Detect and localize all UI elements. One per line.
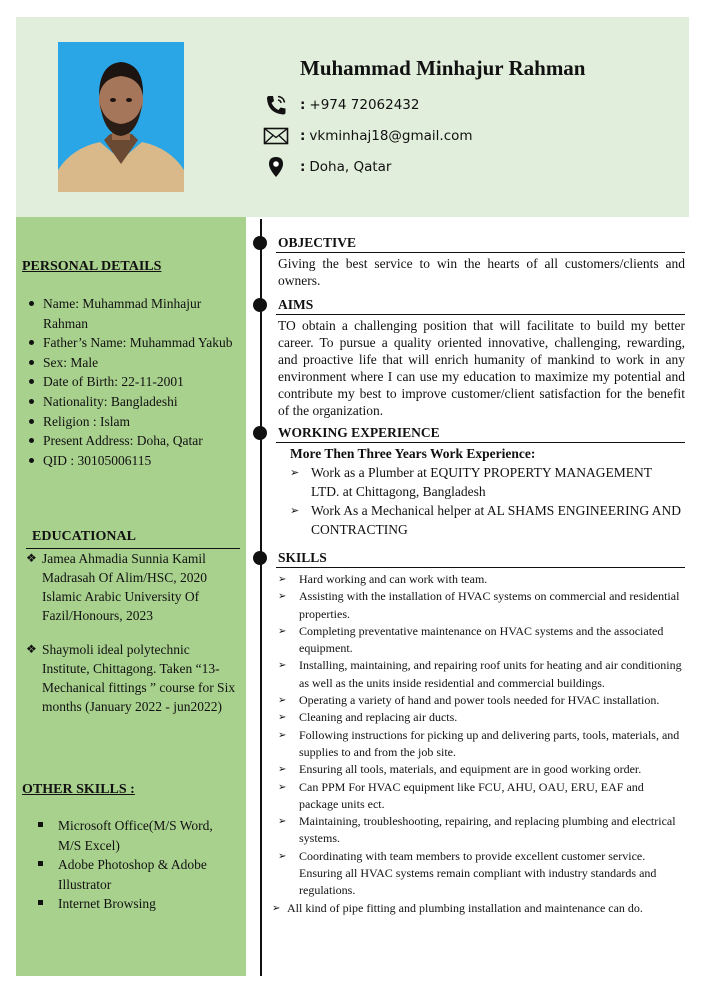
arrow-bullet-icon: ➢	[278, 729, 287, 741]
arrow-bullet-icon: ➢	[278, 816, 287, 828]
personal-details-list	[26, 294, 244, 470]
list-item: Name: Muhammad Minhajur Rahman	[26, 294, 244, 333]
education-item: ❖ Jamea Ahmadia Sunnia Kamil Madrasah Of Alim/HSC, 2020 Islamic Arabic University Of Fazil/Honours, 2023	[26, 551, 207, 623]
timeline-dot	[253, 298, 267, 312]
list-item: ➢ Assisting with the installation of HVAC systems on commercial and residential properties.	[278, 589, 680, 621]
list-item: QID : 30105006115	[26, 451, 244, 471]
location-text: Doha, Qatar	[309, 159, 392, 175]
arrow-bullet-icon: ➢	[272, 902, 281, 914]
list-item: ➢ Ensuring all tools, materials, and equipment are in good working order.	[278, 761, 686, 778]
arrow-bullet-icon: ➢	[278, 764, 287, 776]
working-experience-heading: WORKING EXPERIENCE	[278, 425, 440, 440]
skills-heading: SKILLS	[278, 550, 327, 565]
aims-heading: AIMS	[278, 297, 314, 312]
profile-photo	[58, 42, 184, 192]
timeline-dot	[253, 236, 267, 250]
diamond-bullet-icon: ❖	[26, 551, 37, 565]
portrait-illustration	[58, 42, 184, 192]
list-item: ➢ Work as a Plumber at EQUITY PROPERTY MANAGEMENT LTD. at Chittagong, Bangladesh	[290, 465, 652, 499]
arrow-bullet-icon: ➢	[278, 850, 287, 862]
email-address: vkminhaj18@gmail.com	[309, 128, 473, 144]
candidate-name: Muhammad Minhajur Rahman	[300, 56, 586, 80]
experience-list	[290, 463, 682, 539]
arrow-bullet-icon: ➢	[278, 781, 287, 793]
list-item: ➢ Installing, maintaining, and repairing roof units for heating and air conditioning as well as the units inside residential and commercial buildings.	[278, 658, 682, 690]
list-item: ➢ Hard working and can work with team.	[278, 571, 686, 588]
list-item: Internet Browsing	[36, 894, 236, 914]
objective-text: Giving the best service to win the hearts of all customers/clients and owners.	[278, 256, 685, 288]
list-item: ➢ Following instructions for picking up and delivering parts, tools, materials, and supplies to and from the job site.	[278, 727, 680, 759]
aims-text: TO obtain a challenging position that will facilitate to build my better career. To pursue a quality oriented innovative, challenging, rewarding, and proactive life that will enrich humanity of mankind to work in any environment where I can use my education to maximize my potential and contribute my best to improve customer/client satisfaction for the benefit of the organization.	[278, 318, 685, 418]
list-item: ➢ Work As a Mechanical helper at AL SHAMS ENGINEERING AND CONTRACTING	[290, 503, 681, 537]
list-item: ➢ Maintaining, troubleshooting, repairing, and replacing plumbing and electrical systems.	[278, 814, 676, 846]
list-item: ➢ Completing preventative maintenance on HVAC systems and the associated equipment.	[278, 623, 664, 656]
educational-heading: EDUCATIONAL	[32, 529, 136, 544]
other-skills-heading: OTHER SKILLS :	[22, 782, 135, 797]
arrow-bullet-icon: ➢	[278, 625, 287, 637]
arrow-bullet-icon: ➢	[278, 574, 287, 585]
section-divider	[276, 252, 685, 253]
contact-email: : vkminhaj18@gmail.com	[262, 124, 473, 148]
list-item: Nationality: Bangladeshi	[26, 392, 244, 412]
arrow-bullet-icon: ➢	[290, 504, 300, 517]
phone-number: +974 72062432	[309, 97, 420, 113]
list-item: Religion : Islam	[26, 412, 244, 432]
envelope-icon	[262, 124, 290, 148]
list-item: ➢ Operating a variety of hand and power tools needed for HVAC installation.	[278, 692, 686, 709]
arrow-bullet-icon: ➢	[278, 660, 287, 672]
arrow-bullet-icon: ➢	[278, 712, 287, 724]
arrow-bullet-icon: ➢	[278, 695, 287, 707]
timeline-dot	[253, 426, 267, 440]
phone-icon	[262, 93, 290, 117]
list-item: Father’s Name: Muhammad Yakub	[26, 333, 244, 353]
list-item: ➢ Coordinating with team members to provide excellent customer service. Ensuring all HVAC systems remain compliant with industry standards and regulations.	[278, 848, 657, 898]
other-skills-list	[36, 816, 236, 914]
section-divider	[276, 567, 685, 568]
contact-phone: : +974 72062432	[262, 93, 420, 117]
list-item: Present Address: Doha, Qatar	[26, 431, 244, 451]
education-item: ❖ Shaymoli ideal polytechnic Institute, Chittagong. Taken “13-Mechanical fittings ” course for Six months (January 2022 - jun2022)	[26, 642, 236, 714]
objective-heading: OBJECTIVE	[278, 235, 357, 250]
arrow-bullet-icon: ➢	[278, 591, 287, 603]
section-divider	[276, 314, 685, 315]
arrow-bullet-icon: ➢	[290, 466, 300, 479]
list-item: ➢ All kind of pipe fitting and plumbing installation and maintenance can do.	[272, 900, 686, 917]
timeline-line	[260, 219, 262, 976]
list-item: Sex: Male	[26, 353, 244, 373]
list-item: ➢ Can PPM For HVAC equipment like FCU, AHU, OAU, ERU, EAF and package units ect.	[278, 779, 644, 811]
experience-subtitle: More Then Three Years Work Experience:	[290, 446, 536, 461]
section-divider	[276, 442, 685, 443]
personal-details-heading: PERSONAL DETAILS	[22, 259, 162, 274]
list-item: Adobe Photoshop & Adobe Illustrator	[36, 855, 236, 894]
list-item: ➢ Cleaning and replacing air ducts.	[278, 709, 686, 726]
contact-location: : Doha, Qatar	[262, 155, 392, 179]
list-item: Microsoft Office(M/S Word, M/S Excel)	[36, 816, 236, 855]
location-pin-icon	[262, 155, 290, 179]
list-item: Date of Birth: 22-11-2001	[26, 372, 244, 392]
timeline-dot	[253, 551, 267, 565]
diamond-bullet-icon: ❖	[26, 642, 37, 656]
skills-list	[272, 571, 686, 917]
